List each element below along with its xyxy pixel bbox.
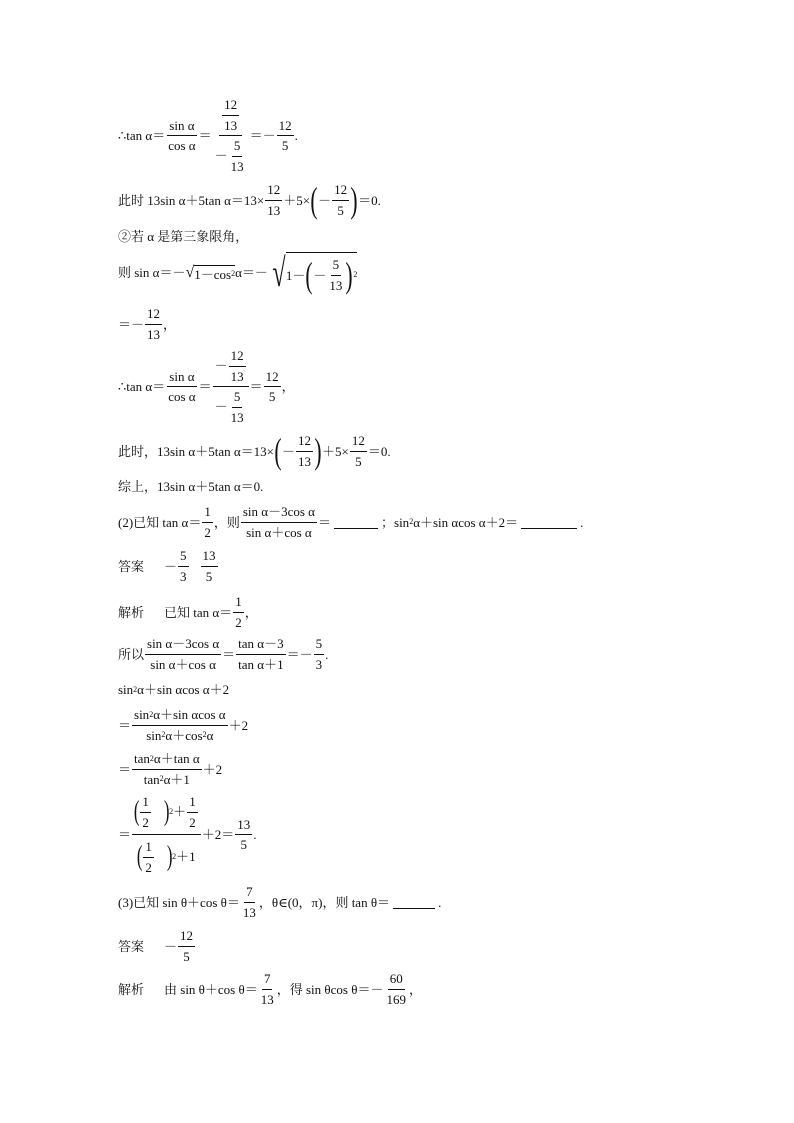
- analysis-2-step3: ＝ tan 2 α＋tan α tan 2 α＋1 ＋2: [118, 751, 223, 787]
- answer-blank-1[interactable]: [334, 516, 378, 529]
- analysis-2: 解析 已知 tan α＝ $\frac{1}{2}$ ，: [118, 594, 258, 630]
- answer-blank-3[interactable]: [393, 896, 435, 909]
- line-conclusion: 综上，13sin α＋5tan α＝0.: [118, 479, 264, 494]
- line-sin-result: ＝－ $\frac{12}{13}$ ，: [118, 306, 177, 342]
- frac-compound: $\frac{12}{13}$ － $\frac{5}{13}$: [214, 97, 244, 174]
- question-3: (3)已知 sin θ＋cos θ＝ $\frac{7}{13}$ ，θ∈(0，π)，则 tan θ＝ .: [118, 884, 442, 920]
- answer-3: 答案 － $\frac{12}{5}$: [118, 928, 194, 964]
- line-check-2: 此时，13sin α＋5tan α＝13× ( － $\frac{12}{13}$ ) ＋5× $\frac{12}{5}$ ＝0.: [118, 431, 391, 472]
- line-tan-alpha-2: ∴tan α＝ $\frac{\text{sin α}}{\text{cos α}}$ ＝ － $\frac{12}{13}$ － $\frac{5}{13}$ ＝ $\frac{12}{5}$ ，: [118, 348, 295, 425]
- line-case-third-quadrant: ②若 α 是第三象限角，: [118, 229, 249, 244]
- frac-sin-cos: $\frac{\text{sin α}}{\text{cos α}}$: [168, 117, 196, 154]
- answer-2: 答案 － $\frac{5}{3}$ $\frac{13}{5}$: [118, 548, 216, 584]
- question-2: (2)已知 tan α＝ $\frac{1}{2}$ ，则 $\frac{\text{sin α－3cos α}}{\text{sin α＋cos α}}$ ＝ ；sin 2 α＋sin αcos α＋2＝ .: [118, 504, 584, 540]
- answer-blank-2[interactable]: [521, 516, 577, 529]
- analysis-2-step1: 所以 $\frac{\text{sin α－3cos α}}{\text{sin α＋cos α}}$ ＝ $\frac{\text{tan α－3}}{\text{tan α＋1}}$ ＝－ $\frac{5}{3}$ .: [118, 636, 329, 672]
- analysis-2-step2: ＝ sin 2 α＋sin αcos α sin 2 α＋cos 2 α ＋2: [118, 707, 249, 743]
- analysis-3: 解析 由 sin θ＋cos θ＝ $\frac{7}{13}$ ，得 sin θcos θ＝－ $\frac{60}{169}$ ，: [118, 971, 422, 1007]
- line-check-1: 此时 13sin α＋5tan α＝13× $\frac{12}{13}$ ＋5× ( － $\frac{12}{5}$ ) ＝0.: [118, 180, 381, 221]
- line-sin-alpha: 则 sin α＝－ √ 1－cos 2 α＝－ √ 1－ ( － $\frac{5}{13}$ ) 2: [118, 250, 358, 296]
- line-tan-alpha-1: ∴tan α＝ $\frac{\text{sin α}}{\text{cos α}}$ ＝ $\frac{12}{13}$ － $\frac{5}{13}$ ＝－ $\frac{12}{5}$ .: [118, 97, 298, 174]
- analysis-2-expr: sin 2 α＋sin αcos α＋2: [118, 682, 230, 697]
- analysis-2-step4: ＝ ( $\frac{1}{2}$ ) 2 ＋ $\frac{1}{2}$ ( $\frac{1}{2}$ ) 2 ＋1 ＋2＝ $\frac{13}{5}$ .: [118, 794, 257, 875]
